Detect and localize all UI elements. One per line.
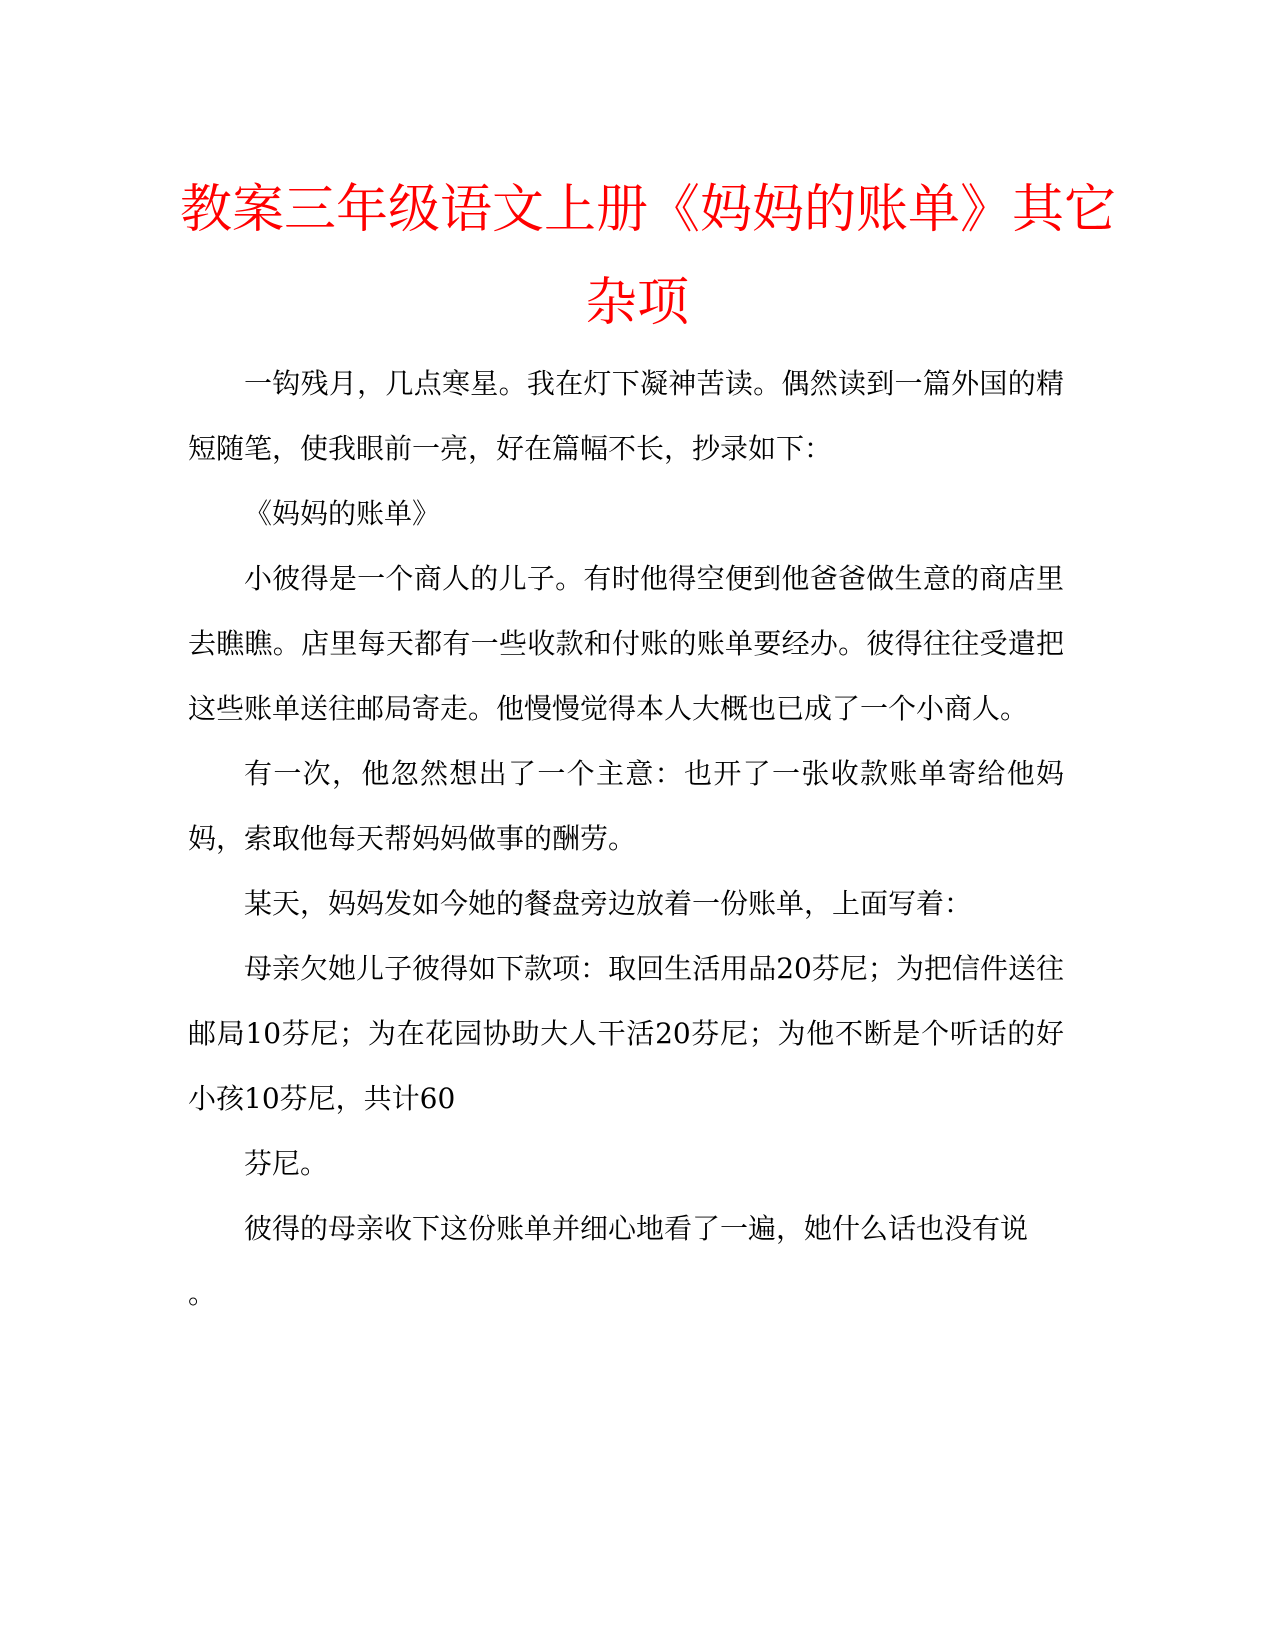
paragraph-bill-end: 芬尼。 — [244, 1147, 329, 1180]
paragraph-intro: 一钩残月，几点寒星。我在灯下凝神苦读。偶然读到一篇外国的精短随笔，使我眼前一亮，好在篇幅不长，抄录如下： — [188, 367, 1064, 465]
document-title-line-1: 教案三年级语文上册《妈妈的账单》其它 — [180, 180, 1117, 240]
paragraph-essay-title: 《妈妈的账单》 — [244, 497, 441, 530]
document-title-line-2: 杂项 — [584, 273, 689, 333]
paragraph-peter: 小彼得是一个商人的儿子。有时他得空便到他爸爸做生意的商店里去瞧瞧。店里每天都有一些收款和付账的账单要经办。彼得往往受遣把这些账单送往邮局寄走。他慢慢觉得本人大概也已成了一个小商人。 — [188, 562, 1064, 725]
paragraph-idea: 有一次，他忽然想出了一个主意：也开了一张收款账单寄给他妈妈，索取他每天帮妈妈做事的酬劳。 — [188, 757, 1064, 855]
paragraph-discovery: 某天，妈妈发如今她的餐盘旁边放着一份账单，上面写着： — [244, 887, 973, 920]
document-body — [188, 351, 1064, 1326]
paragraph-bill: 母亲欠她儿子彼得如下款项：取回生活用品20芬尼；为把信件送往邮局10芬尼；为在花园协助大人干活20芬尼；为他不断是个听话的好小孩10芬尼，共计60 — [188, 952, 1064, 1115]
paragraph-mother: 彼得的母亲收下这份账单并细心地看了一遍，她什么话也没有说 — [244, 1212, 1029, 1245]
paragraph-period: 。 — [188, 1277, 217, 1310]
